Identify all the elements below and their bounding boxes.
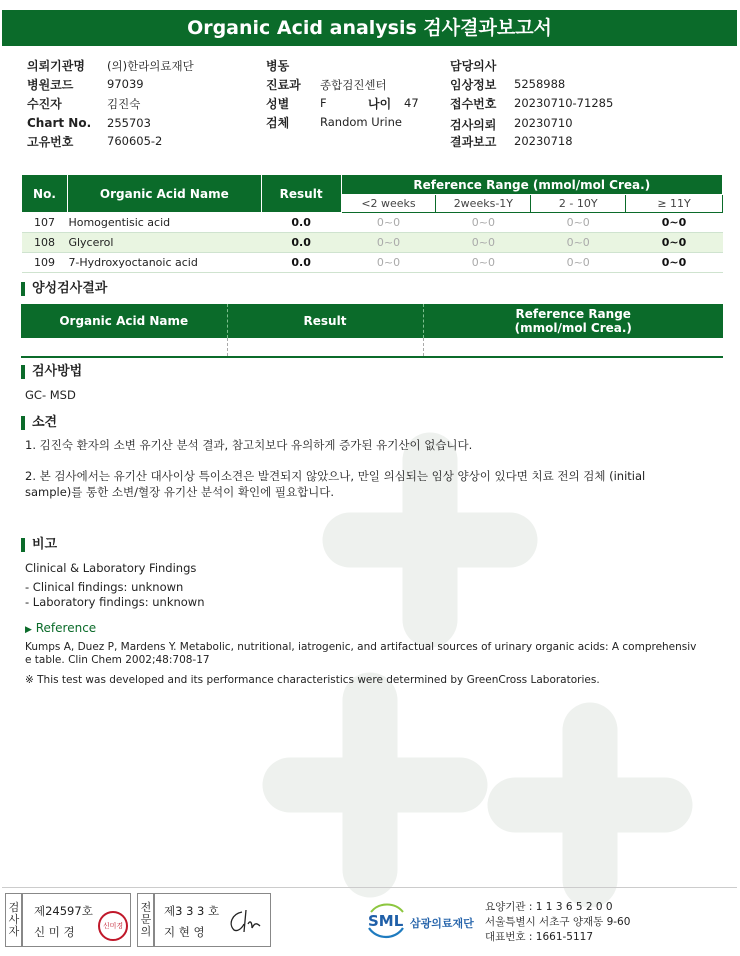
row-ref: 0~0 [531,213,626,233]
pos-col-name: Organic Acid Name [21,304,227,338]
row-no: 109 [22,253,68,273]
row-ref: 0~0 [531,253,626,273]
sub-header: <2 weeks [341,195,436,213]
specimen-value: Random Urine [320,115,402,129]
row-ref: 0~0 [436,213,531,233]
table-row [22,213,723,233]
reference-text-1: Kumps A, Duez P, Mardens Y. Metabolic, nutritional, iatrogenic, and artifactual sources of urinary organic acids: A comprehensiv [25,641,697,653]
remarks-line-3: - Laboratory findings: unknown [25,595,205,609]
sub-header: 2 - 10Y [531,195,626,213]
row-ref: 0~0 [341,253,436,273]
row-ref: 0~0 [436,233,531,253]
dept-label: 진료과 [266,78,301,92]
age-value: 47 [404,96,419,110]
row-result: 0.0 [261,213,341,233]
findings-line-2b: sample)를 통한 소변/혈장 유기산 분석이 확인에 필요합니다. [25,485,335,499]
sub-header: 2weeks-1Y [436,195,531,213]
sml-logo [365,900,407,942]
specialist-label-char: 문 [140,913,152,926]
specialist-label-char: 전 [140,901,152,914]
col-result-header: Result [261,175,341,213]
row-ref: 0~0 [626,233,723,253]
row-name: 7-Hydroxyoctanoic acid [67,253,261,273]
method-value: GC- MSD [25,388,76,402]
row-ref: 0~0 [341,213,436,233]
footer [2,887,737,948]
report-date-value: 20230718 [514,134,573,148]
table-row [22,253,723,273]
row-name: Homogentisic acid [67,213,261,233]
tester-label-char: 자 [8,925,20,938]
pos-col-reference-line1: Reference Range [515,307,631,321]
patient-value: 김진숙 [107,97,141,111]
request-value: 20230710 [514,116,573,130]
specimen-label: 검체 [266,116,290,130]
signature-image [224,906,264,936]
table-row [21,338,723,357]
org-info-3: 대표번호 : 1661-5117 [485,931,594,943]
chart-value: 255703 [107,116,151,130]
col-name-header: Organic Acid Name [67,175,261,213]
table-row [22,233,723,253]
sex-value: F [320,96,327,110]
reference-text-2: e table. Clin Chem 2002;48:708-17 [25,654,210,666]
positive-results-table [21,304,723,358]
row-ref: 0~0 [436,253,531,273]
institution-value: (의)한라의료재단 [107,59,194,73]
remarks-line-1: Clinical & Laboratory Findings [25,561,197,575]
remarks-line-2: - Clinical findings: unknown [25,580,184,594]
ward-label: 병동 [266,59,290,73]
sub-header: ≥ 11Y [626,195,723,213]
specialist-name: 지 현 영 [164,925,205,939]
chart-label: Chart No. [27,116,92,130]
sml-logo-text: SML [368,912,404,930]
tester-seal: 신미경 [98,911,128,941]
row-ref: 0~0 [531,233,626,253]
report-date-label: 결과보고 [450,135,497,149]
institution-label: 의뢰기관명 [27,59,85,73]
row-result: 0.0 [261,253,341,273]
row-result: 0.0 [261,233,341,253]
reference-note: ※ This test was developed and its performance characteristics were determined by GreenCross Laboratories. [25,674,600,686]
clinical-label: 임상정보 [450,78,497,92]
row-no: 108 [22,233,68,253]
sex-label: 성별 [266,97,290,111]
hospital-code-label: 병원코드 [27,78,74,92]
patient-label: 수진자 [27,97,62,111]
tester-label-char: 검 [8,901,20,914]
id-label: 고유번호 [27,135,74,149]
findings-line-1: 1. 김진숙 환자의 소변 유기산 분석 결과, 참고치보다 유의하게 증가된 유기산이 없습니다. [25,438,473,452]
request-label: 검사의뢰 [450,118,497,132]
id-value: 760605-2 [107,134,163,148]
findings-line-2a: 2. 본 검사에서는 유기산 대사이상 특이소견은 발견되지 않았으나, 만일 의심되는 임상 양상이 있다면 치료 전의 검체 (initial [25,469,646,483]
remarks-section-title: 비고 [21,538,57,552]
tester-label-char: 사 [8,913,20,926]
clinical-value: 5258988 [514,77,566,91]
specialist-label-char: 의 [140,925,152,938]
positive-section-title: 양성검사결과 [21,282,107,296]
pos-col-result: Result [227,304,423,338]
row-no: 107 [22,213,68,233]
doctor-label: 담당의사 [450,59,497,73]
org-name: 삼광의료재단 [410,917,474,930]
method-section-title: 검사방법 [21,365,82,379]
row-ref: 0~0 [626,253,723,273]
findings-section-title: 소견 [21,416,57,430]
row-name: Glycerol [67,233,261,253]
specialist-number: 제3 3 3 호 [164,904,220,918]
report-title: Organic Acid analysis 검사결과보고서 [2,10,737,46]
receipt-label: 접수번호 [450,97,497,111]
org-info-1: 요양기관 : 1 1 3 6 5 2 0 0 [485,901,613,913]
col-reference-header: Reference Range (mmol/mol Crea.) [341,175,722,195]
pos-col-reference [423,304,723,338]
results-table [21,174,723,273]
dept-value: 종합검진센터 [320,78,387,92]
hospital-code-value: 97039 [107,77,144,91]
tester-name: 신 미 경 [34,925,75,939]
triangle-right-icon: ▶ [25,625,32,635]
pos-col-reference-line2: (mmol/mol Crea.) [514,321,632,335]
col-no-header: No. [22,175,68,213]
tester-box [21,893,131,947]
receipt-value: 20230710-71285 [514,96,614,110]
tester-number: 제24597호 [34,904,93,918]
specialist-box [153,893,271,947]
row-ref: 0~0 [626,213,723,233]
reference-label: Reference [35,621,97,635]
reference-heading [25,621,96,635]
age-label: 나이 [368,97,392,111]
org-info-2: 서울특별시 서초구 양재동 9-60 [485,916,631,928]
row-ref: 0~0 [341,233,436,253]
